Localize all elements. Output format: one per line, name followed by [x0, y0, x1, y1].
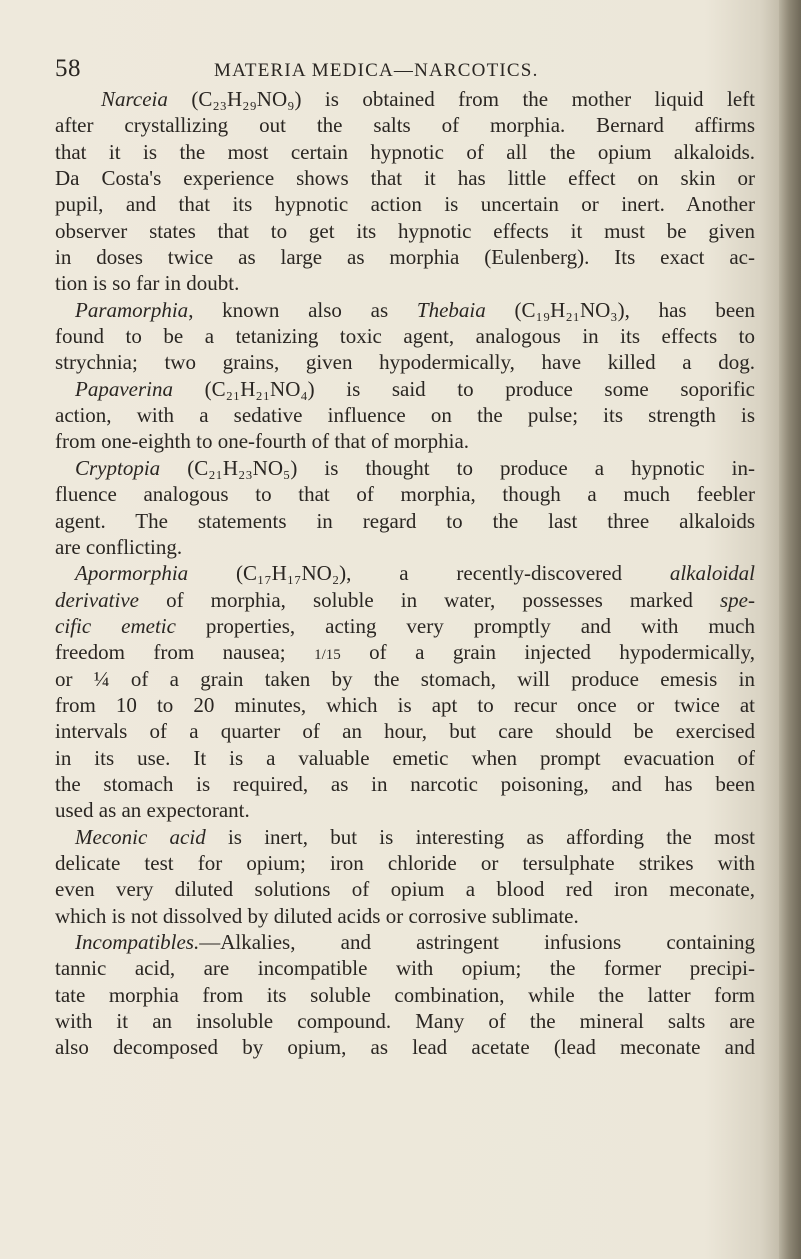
text-line: fluence analogous to that of morphia, though a much feebler: [55, 482, 755, 507]
text-line: Apormorphia (C₁₇H₁₇NO₂), a recently-discovered alkaloidal: [75, 561, 755, 586]
running-head: MATERIA MEDICA—NARCOTICS.: [214, 60, 539, 81]
text-line: tion is so far in doubt.: [55, 271, 240, 296]
text-line: derivative of morphia, soluble in water, possesses marked spe-: [55, 587, 755, 612]
text-line: intervals of a quarter of an hour, but care should be exercised: [55, 719, 755, 744]
text-line: the stomach is required, as in narcotic poisoning, and has been: [55, 771, 755, 796]
text-line: strychnia; two grains, given hypodermically, have killed a dog.: [55, 350, 755, 375]
text-line: in doses twice as large as morphia (Eulenberg). Its exact ac-: [55, 245, 755, 270]
text-line: cific emetic properties, acting very promptly and with much: [55, 613, 755, 638]
text-line: Cryptopia (C₂₁H₂₃NO₅) is thought to produce a hypnotic in-: [75, 455, 755, 480]
text-line: which is not dissolved by diluted acids or corrosive sublimate.: [55, 903, 579, 928]
text-line: are conflicting.: [55, 534, 183, 559]
page-gutter-shadow: [779, 0, 801, 1259]
text-line: found to be a tetanizing toxic agent, analogous in its effects to: [55, 324, 755, 349]
text-line: in its use. It is a valuable emetic when prompt evacuation of: [55, 745, 755, 770]
text-line: tate morphia from its soluble combination, while the latter form: [55, 982, 755, 1007]
fraction: 1/15: [314, 647, 341, 664]
text-line: after crystallizing out the salts of morphia. Bernard affirms: [55, 113, 755, 138]
text-line: delicate test for opium; iron chloride or tersulphate strikes with: [55, 850, 755, 875]
text-line: observer states that to get its hypnotic effects it must be given: [55, 218, 755, 243]
text-line: action, with a sedative influence on the pulse; its strength is: [55, 403, 755, 428]
text-line: Narceia (C₂₃H₂₉NO₉) is obtained from the mother liquid left: [101, 87, 755, 111]
text-line: freedom from nausea; 1/15 of a grain injected hypodermically,: [55, 640, 756, 665]
text-line: Incompatibles.—Alkalies, and astringent infusions containing: [75, 930, 755, 954]
text-line: with it an insoluble compound. Many of the mineral salts are: [55, 1009, 755, 1034]
page-number: 58: [55, 55, 81, 82]
text-line: used as an expectorant.: [55, 798, 250, 823]
text-line: Da Costa's experience shows that it has little effect on skin or: [55, 166, 755, 191]
text-line: pupil, and that its hypnotic action is uncertain or inert. Another: [55, 192, 755, 217]
text-line: even very diluted solutions of opium a blood red iron meconate,: [55, 877, 755, 902]
body-text: [55, 86, 755, 1061]
text-line: Paramorphia, known also as Thebaia (C₁₉H₂₁NO₃), has been: [75, 297, 755, 322]
fraction: ¼: [93, 666, 110, 691]
text-line: tannic acid, are incompatible with opium; the former precipi-: [55, 956, 755, 981]
text-line: agent. The statements in regard to the last three alkaloids: [55, 508, 755, 533]
text-line: also decomposed by opium, as lead acetate (lead meconate and: [55, 1035, 755, 1060]
text-line: Meconic acid is inert, but is interesting as affording the most: [75, 824, 755, 849]
text-line: Papaverina (C₂₁H₂₁NO₄) is said to produce some soporific: [75, 376, 755, 401]
text-line: or ¼ of a grain taken by the stomach, will produce emesis in: [55, 666, 755, 691]
text-line: from 10 to 20 minutes, which is apt to recur once or twice at: [55, 692, 755, 717]
text-line: that it is the most certain hypnotic of all the opium alkaloids.: [55, 139, 755, 164]
text-line: from one-eighth to one-fourth of that of morphia.: [55, 429, 470, 454]
